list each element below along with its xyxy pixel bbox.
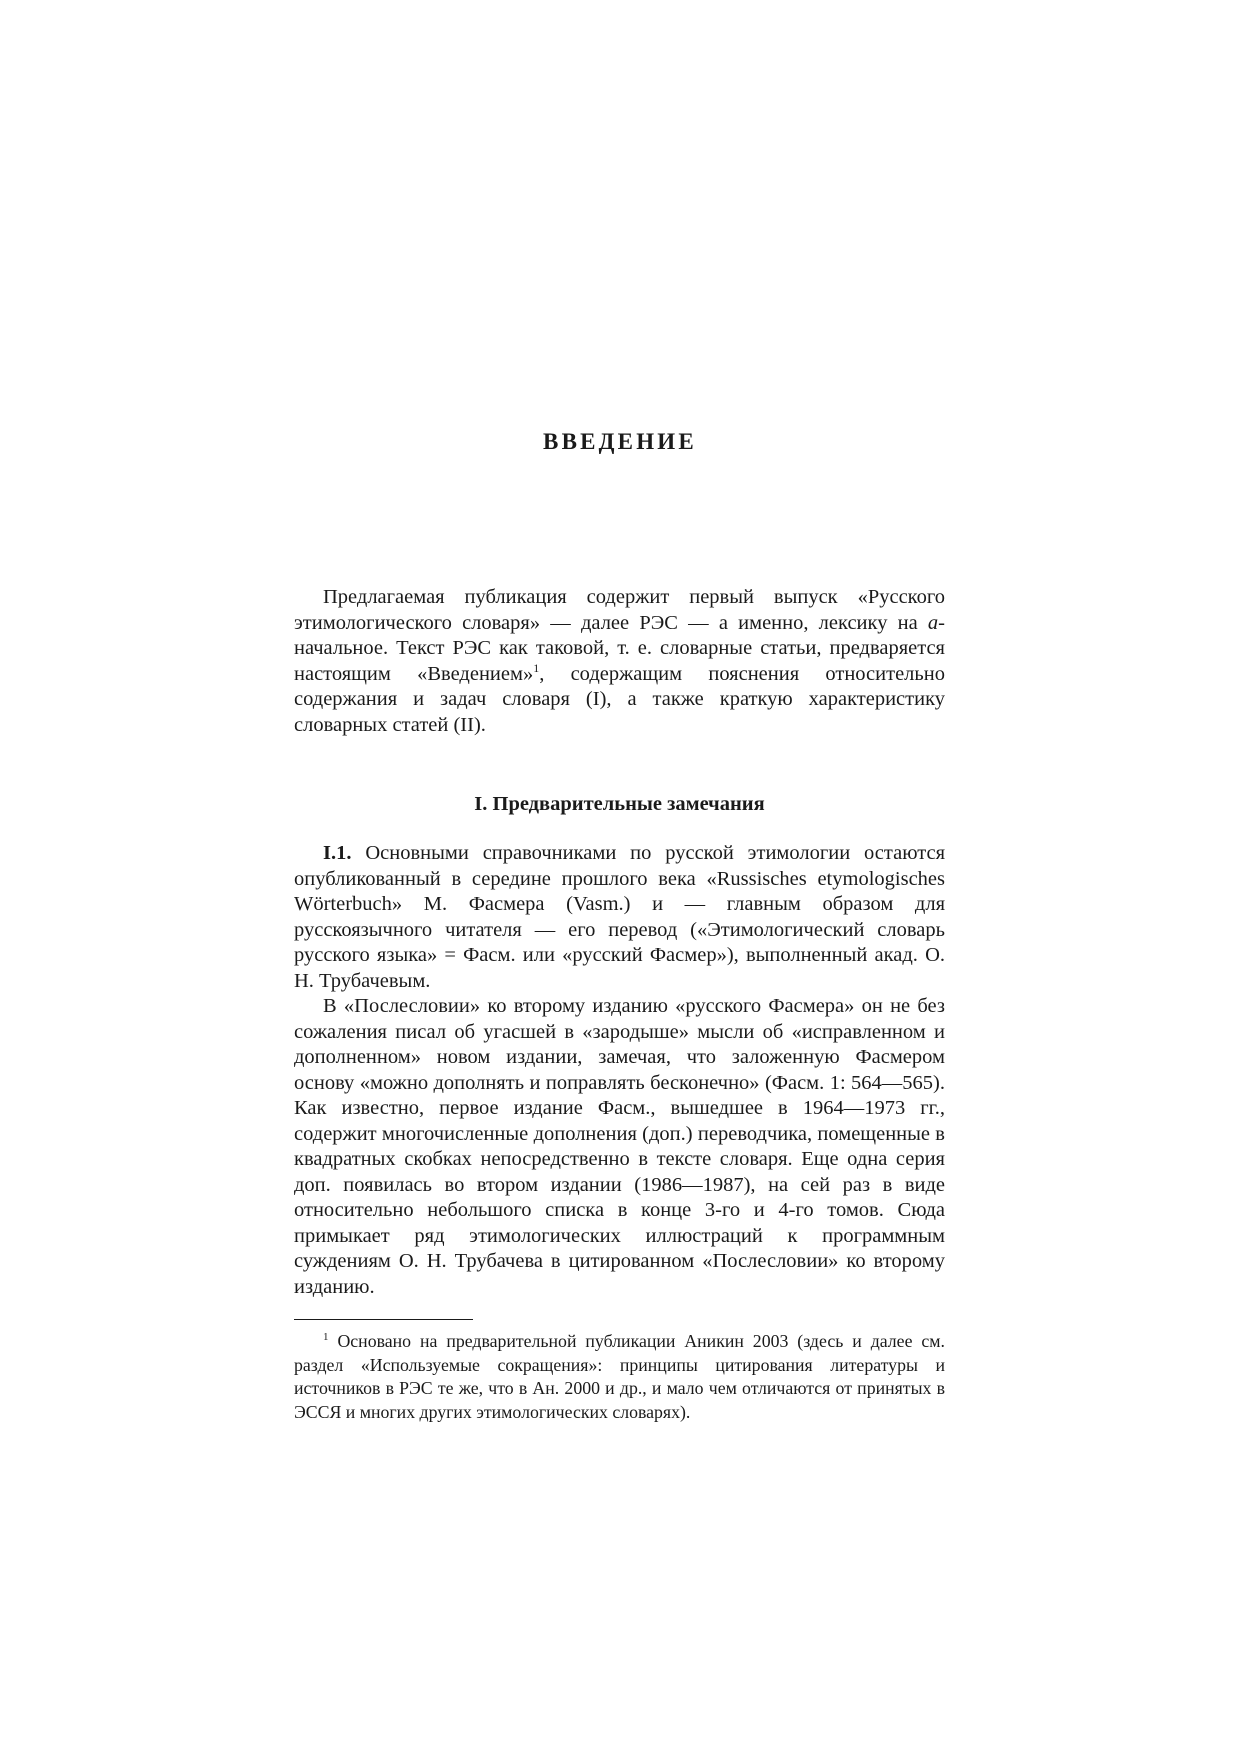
- footnote-reference[interactable]: 1: [533, 660, 540, 675]
- paragraph-2: В «Послесловии» ко второму изданию «русского Фасмера» он не без сожаления писал об угасшей в «зародыше» мысли об «исправленном и дополненном» новом издании, замечая, что заложенную Фасмером основу «можно дополнять и поправлять бесконечно» (Фасм. 1: 564—565). Как известно, первое издание Фасм., вышедшее в 1964—1973 гг., содержит многочисленные дополнения (доп.) переводчика, помещенные в квадратных скобках непосредственно в тексте словаря. Еще одна серия доп. появилась во втором издании (1986—1987), на сей раз в виде относительно небольшого списка в конце 3-го и 4-го томов. Сюда примыкает ряд этимологических иллюстраций к программным суждениям О. Н. Трубачева в цитированном «Послесловии» ко второму изданию.: [294, 995, 945, 1298]
- section-heading: I. Предварительные замечания: [474, 793, 765, 815]
- intro-italic-letter: а: [927, 611, 939, 634]
- footnote-body: Основано на предварительной публикации Аникин 2003 (здесь и далее см. раздел «Используемые сокращения»: принципы цитирования литературы и источников в РЭС те же, что в Ан. 2000 и др., и мало чем отличаются от принятых в ЭССЯ и многих других этимологических словарях).: [294, 1331, 945, 1422]
- intro-text-middle: -начальное. Текст РЭС как таковой, т. е. словарные статьи, предваряется настоящим «Введением»: [294, 611, 945, 685]
- footnote-marker: 1: [323, 1331, 329, 1343]
- section-body: [294, 841, 945, 1300]
- paragraph-label: I.1.: [323, 842, 352, 864]
- footnote-text: [294, 1330, 945, 1424]
- footnote-block: [294, 1330, 945, 1424]
- page-title: ВВЕДЕНИЕ: [543, 429, 697, 454]
- footnote-divider: [294, 1319, 473, 1320]
- paragraph-1-text: Основными справочниками по русской этимологии остаются опубликованный в середине прошлого века «Russisches etymologisches Wörterbuch» М. Фасмера (Vasm.) и — главным образом для русскоязычного читателя — его перевод («Этимологический словарь русского языка» = Фасм. или «русский Фасмер»), выполненный акад. О. Н. Трубачевым.: [294, 842, 945, 992]
- paragraph-1: [294, 841, 945, 994]
- intro-block: [294, 585, 945, 738]
- intro-text-end: , содержащим пояснения относительно содержания и задач словаря (I), а также краткую характеристику словарных статей (II).: [294, 662, 945, 736]
- intro-text-start: Предлагаемая публикация содержит первый выпуск «Русского этимологического словаря» — далее РЭС — а именно, лексику на: [294, 586, 945, 634]
- intro-paragraph: [294, 585, 945, 738]
